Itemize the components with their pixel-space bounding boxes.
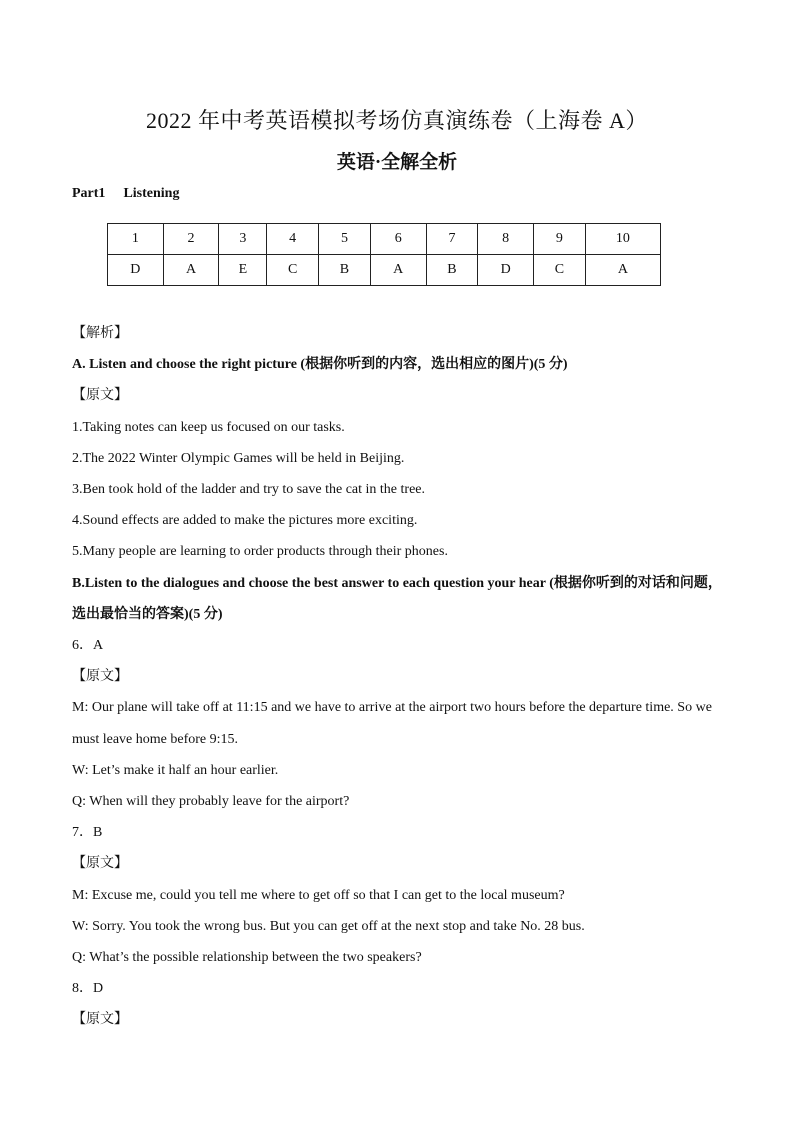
question-number-cell: 5: [319, 224, 371, 255]
transcript-sentence: 2.The 2022 Winter Olympic Games will be held in Beijing.: [72, 450, 405, 466]
transcript-sentence: 5.Many people are learning to order products through their phones.: [72, 544, 448, 560]
part-name: Listening: [123, 186, 180, 201]
question-number-cell: 2: [163, 224, 219, 255]
analysis-label: 【解析】: [72, 326, 128, 341]
analysis-content: [72, 318, 732, 1036]
answer-cell: A: [370, 255, 426, 286]
answer-table-answer-row: [108, 255, 661, 286]
dialogue-question: Q: What’s the possible relationship between the two speakers?: [72, 950, 422, 966]
transcript-sentence: 3.Ben took hold of the ladder and try to save the cat in the tree.: [72, 482, 426, 498]
transcript-sentence: 4.Sound effects are added to make the pictures more exciting.: [72, 513, 418, 529]
answer-cell: D: [478, 255, 534, 286]
part-number: Part1: [72, 186, 106, 201]
dialogue-line: M: Excuse me, could you tell me where to get off so that I can get to the local museum?: [72, 887, 565, 903]
answer-cell: A: [163, 255, 219, 286]
part-heading: [72, 186, 179, 202]
document-title: 2022 年中考英语模拟考场仿真演练卷（上海卷 A）: [146, 108, 648, 133]
original-text-label: 【原文】: [72, 856, 128, 872]
dialogue-line: W: Sorry. You took the wrong bus. But you can get off at the next stop and take No. 28 bus.: [72, 918, 585, 934]
answer-table: [107, 223, 661, 286]
answer-cell: E: [219, 255, 267, 286]
dialogue-line: M: Our plane will take off at 11:15 and we have to arrive at the airport two hours before the departure time. So we must leave home before 9:15.: [72, 700, 712, 747]
question-number-cell: 6: [370, 224, 426, 255]
question-number-cell: 9: [534, 224, 586, 255]
answer-cell: D: [108, 255, 164, 286]
question-answer: 7．B: [72, 825, 103, 841]
question-number-cell: 7: [426, 224, 478, 255]
question-number-cell: 10: [585, 224, 660, 255]
section-b-heading: B.Listen to the dialogues and choose the best answer to each question your hear (根据你听到的对话和问题，选出最恰当的答案)(5 分): [72, 575, 722, 622]
original-text-label: 【原文】: [72, 388, 128, 404]
question-answer: 8．D: [72, 981, 104, 997]
original-text-label: 【原文】: [72, 1012, 128, 1028]
answer-cell: B: [426, 255, 478, 286]
question-number-cell: 4: [267, 224, 319, 255]
question-answer: 6．A: [72, 638, 104, 654]
document-subtitle: 英语·全解全析: [336, 152, 458, 173]
answer-table-number-row: [108, 224, 661, 255]
transcript-sentence: 1.Taking notes can keep us focused on our tasks.: [72, 419, 345, 435]
section-a-heading: A. Listen and choose the right picture (根据你听到的内容，选出相应的图片)(5 分): [72, 357, 568, 373]
answer-cell: C: [267, 255, 319, 286]
answer-cell: B: [319, 255, 371, 286]
question-number-cell: 3: [219, 224, 267, 255]
dialogue-line: W: Let’s make it half an hour earlier.: [72, 762, 279, 778]
answer-cell: A: [585, 255, 660, 286]
question-number-cell: 1: [108, 224, 164, 255]
original-text-label: 【原文】: [72, 669, 128, 685]
answer-cell: C: [534, 255, 586, 286]
dialogue-question: Q: When will they probably leave for the airport?: [72, 794, 350, 810]
question-number-cell: 8: [478, 224, 534, 255]
